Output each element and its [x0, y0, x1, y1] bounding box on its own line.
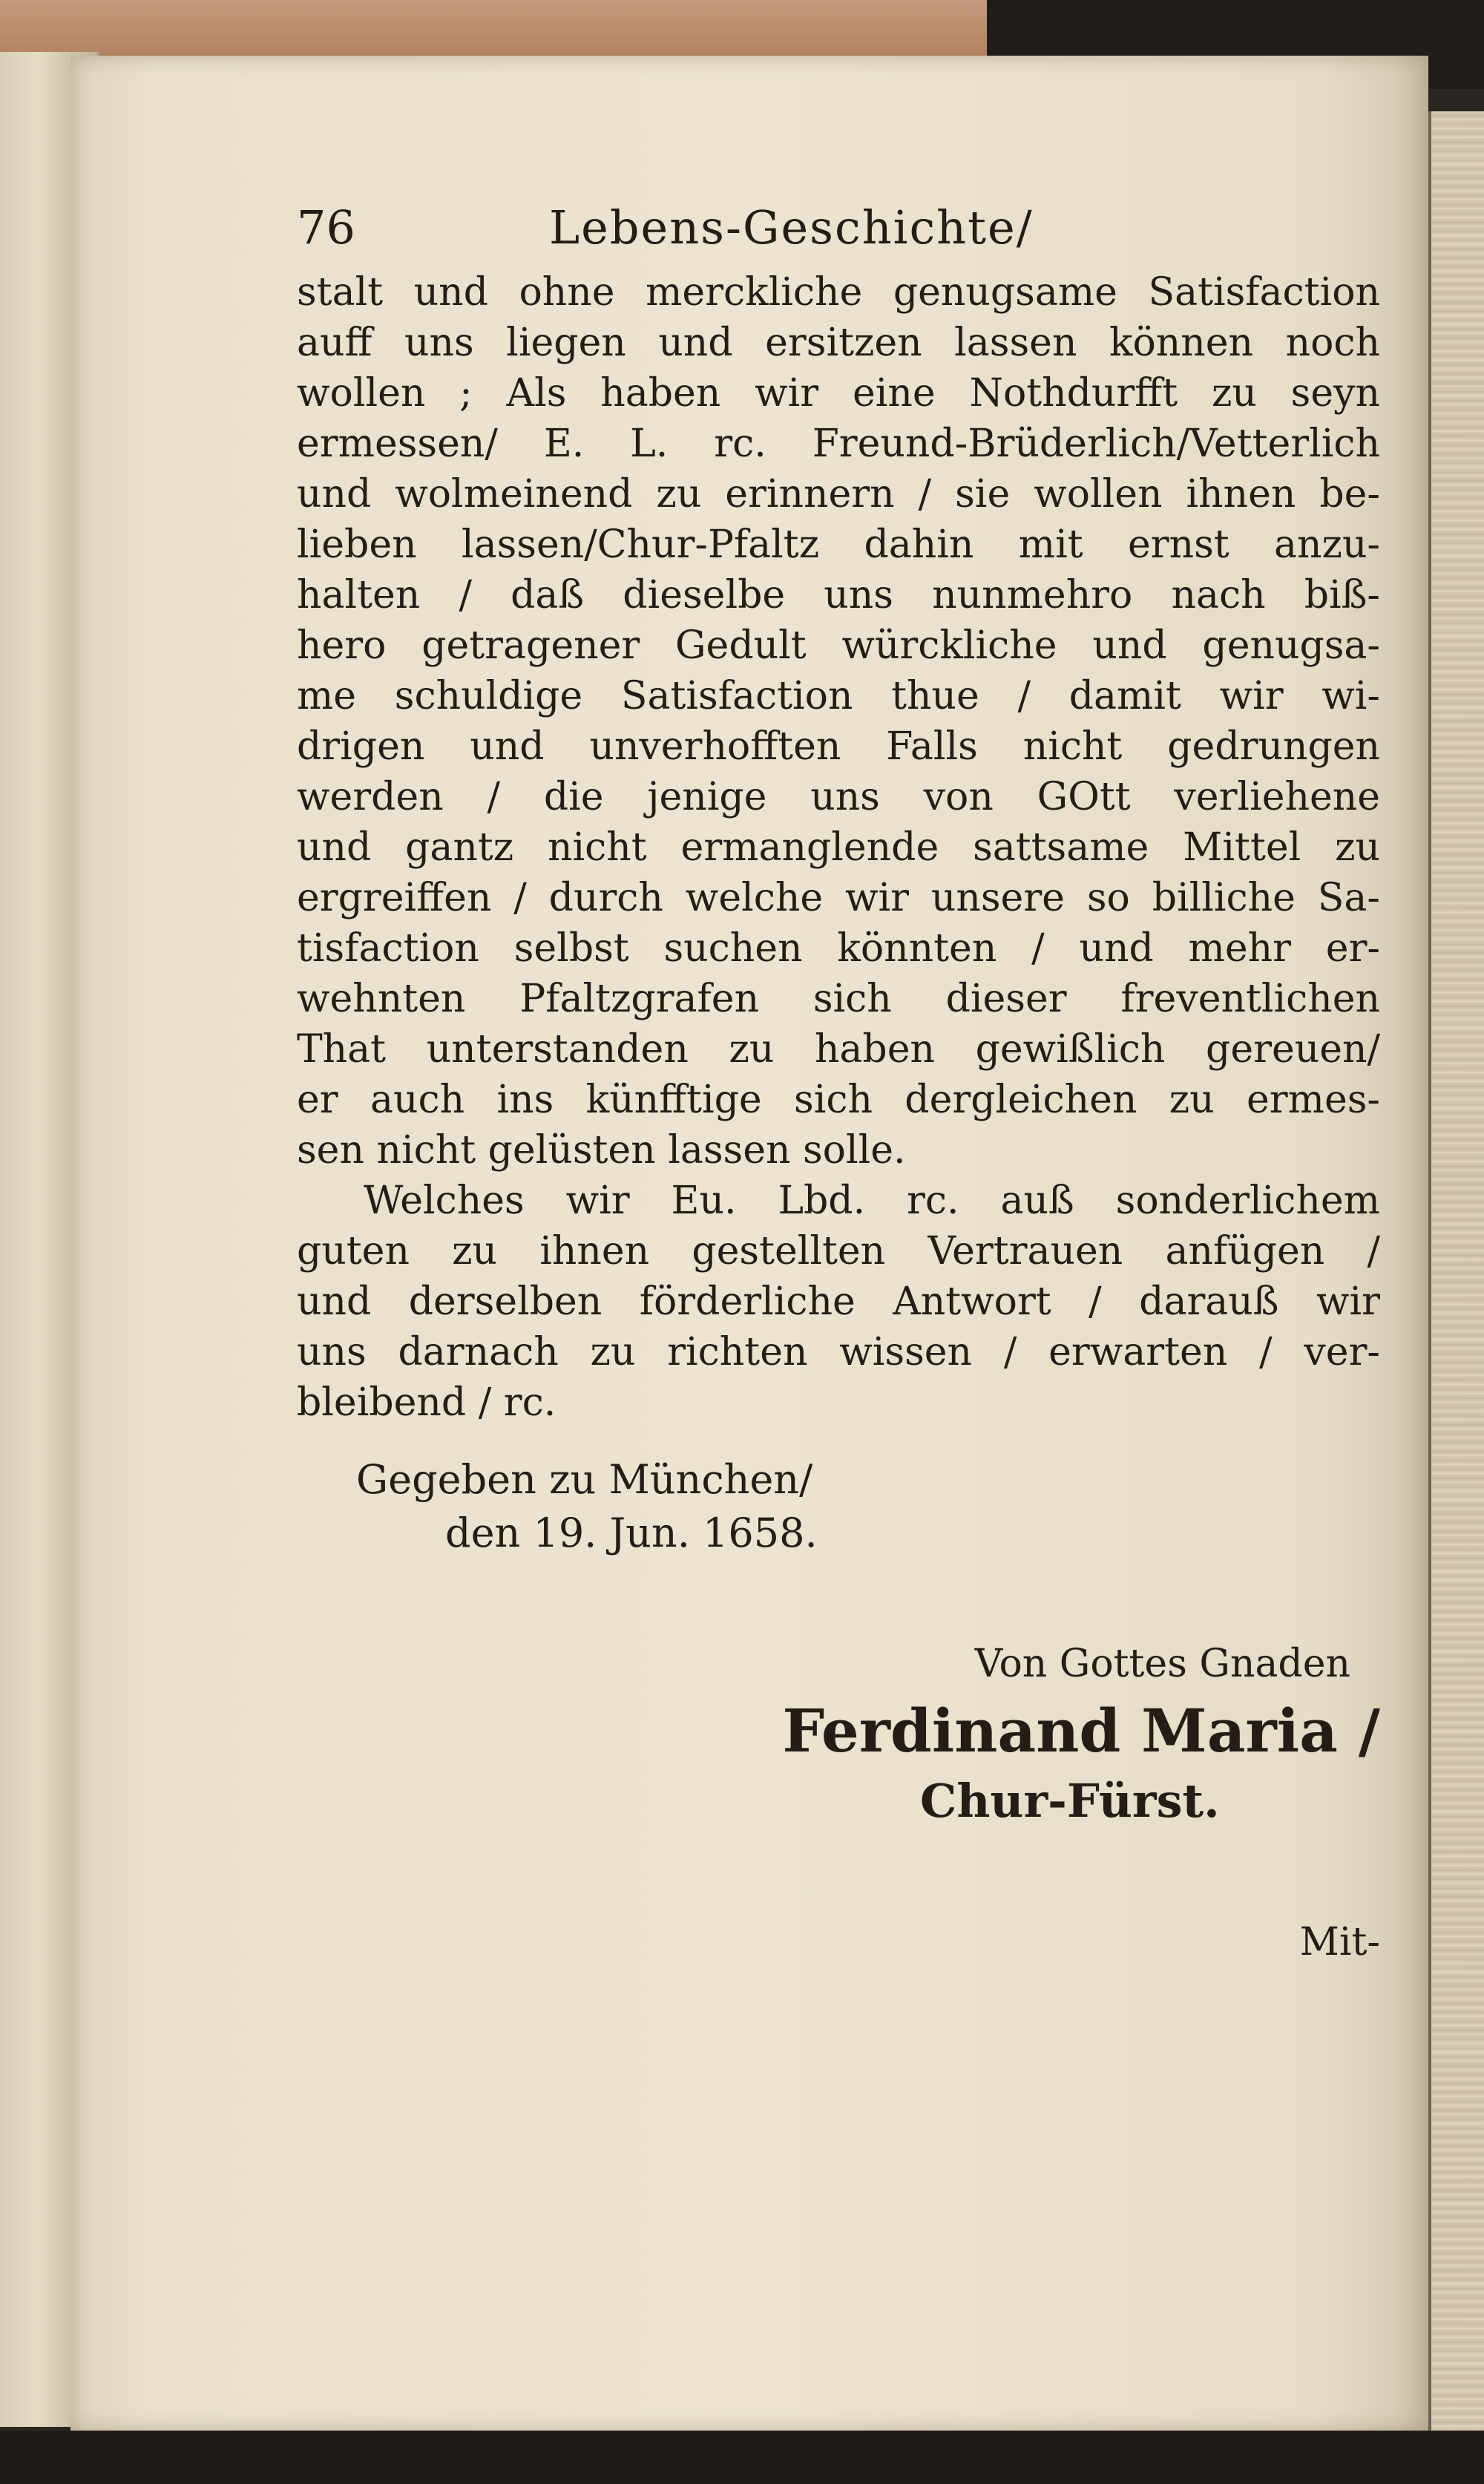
- text-line: That unterstanden zu haben gewißlich gereuen/: [297, 1027, 1380, 1072]
- text-line: er auch ins künfftige sich dergleichen zu ermes-: [297, 1078, 1380, 1122]
- text-line: hero getragener Gedult würckliche und genugsa-: [297, 623, 1380, 668]
- background-bottom: [0, 2431, 1484, 2484]
- text-line: wehnten Pfaltzgrafen sich dieser freventlichen: [297, 977, 1380, 1021]
- paragraph-2: [297, 1176, 1380, 1428]
- running-head: Lebens-Geschichte/: [549, 200, 1034, 255]
- text-line: sen nicht gelüsten lassen solle.: [297, 1128, 906, 1173]
- text-line: stalt und ohne merckliche genugsame Satisfaction: [297, 270, 1380, 315]
- page-header: [297, 200, 1380, 267]
- text-line: guten zu ihnen gestellten Vertrauen anfügen /: [297, 1229, 1380, 1274]
- page-text: [297, 200, 1380, 1968]
- text-line: halten / daß dieselbe uns nunmehro nach biß-: [297, 573, 1380, 617]
- signatory-name: Ferdinand Maria /: [782, 1696, 1380, 1766]
- signatory-title: Chur-Fürst.: [920, 1774, 1220, 1828]
- text-line: ergreiffen / durch welche wir unsere so billiche Sa-: [297, 876, 1380, 920]
- text-line: drigen und unverhofften Falls nicht gedrungen: [297, 724, 1380, 769]
- place-line: Gegeben zu München/: [356, 1456, 813, 1503]
- grace-formula: Von Gottes Gnaden: [974, 1642, 1350, 1686]
- text-line: auff uns liegen und ersitzen lassen können noch: [297, 321, 1380, 365]
- text-line: und gantz nicht ermanglende sattsame Mittel zu: [297, 825, 1380, 870]
- text-line: wollen ; Als haben wir eine Nothdurfft zu seyn: [297, 371, 1380, 416]
- catchword: Mit-: [1299, 1920, 1380, 1964]
- text-line: ermessen/ E. L. rc. Freund-Brüderlich/Vetterlich: [297, 422, 1380, 466]
- date-line: den 19. Jun. 1658.: [445, 1510, 818, 1556]
- text-line: lieben lassen/Chur-Pfaltz dahin mit ernst anzu-: [297, 522, 1380, 567]
- text-line: und wolmeinend zu erinnern / sie wollen ihnen be-: [297, 472, 1380, 517]
- page-number: 76: [297, 200, 355, 255]
- paragraph-1: [297, 267, 1380, 1176]
- text-line: me schuldige Satisfaction thue / damit wir wi-: [297, 674, 1380, 718]
- text-line: werden / die jenige uns von GOtt verliehene: [297, 775, 1380, 819]
- right-page-edges: [1428, 111, 1484, 2449]
- text-line: tisfaction selbst suchen könnten / und mehr er-: [297, 926, 1380, 971]
- text-line: uns darnach zu richten wissen / erwarten / ver-: [297, 1330, 1380, 1374]
- text-line: bleibend / rc.: [297, 1380, 556, 1425]
- text-line: Welches wir Eu. Lbd. rc. auß sonderlichem: [364, 1179, 1380, 1223]
- text-line: und derselben förderliche Antwort / darauß wir: [297, 1279, 1380, 1324]
